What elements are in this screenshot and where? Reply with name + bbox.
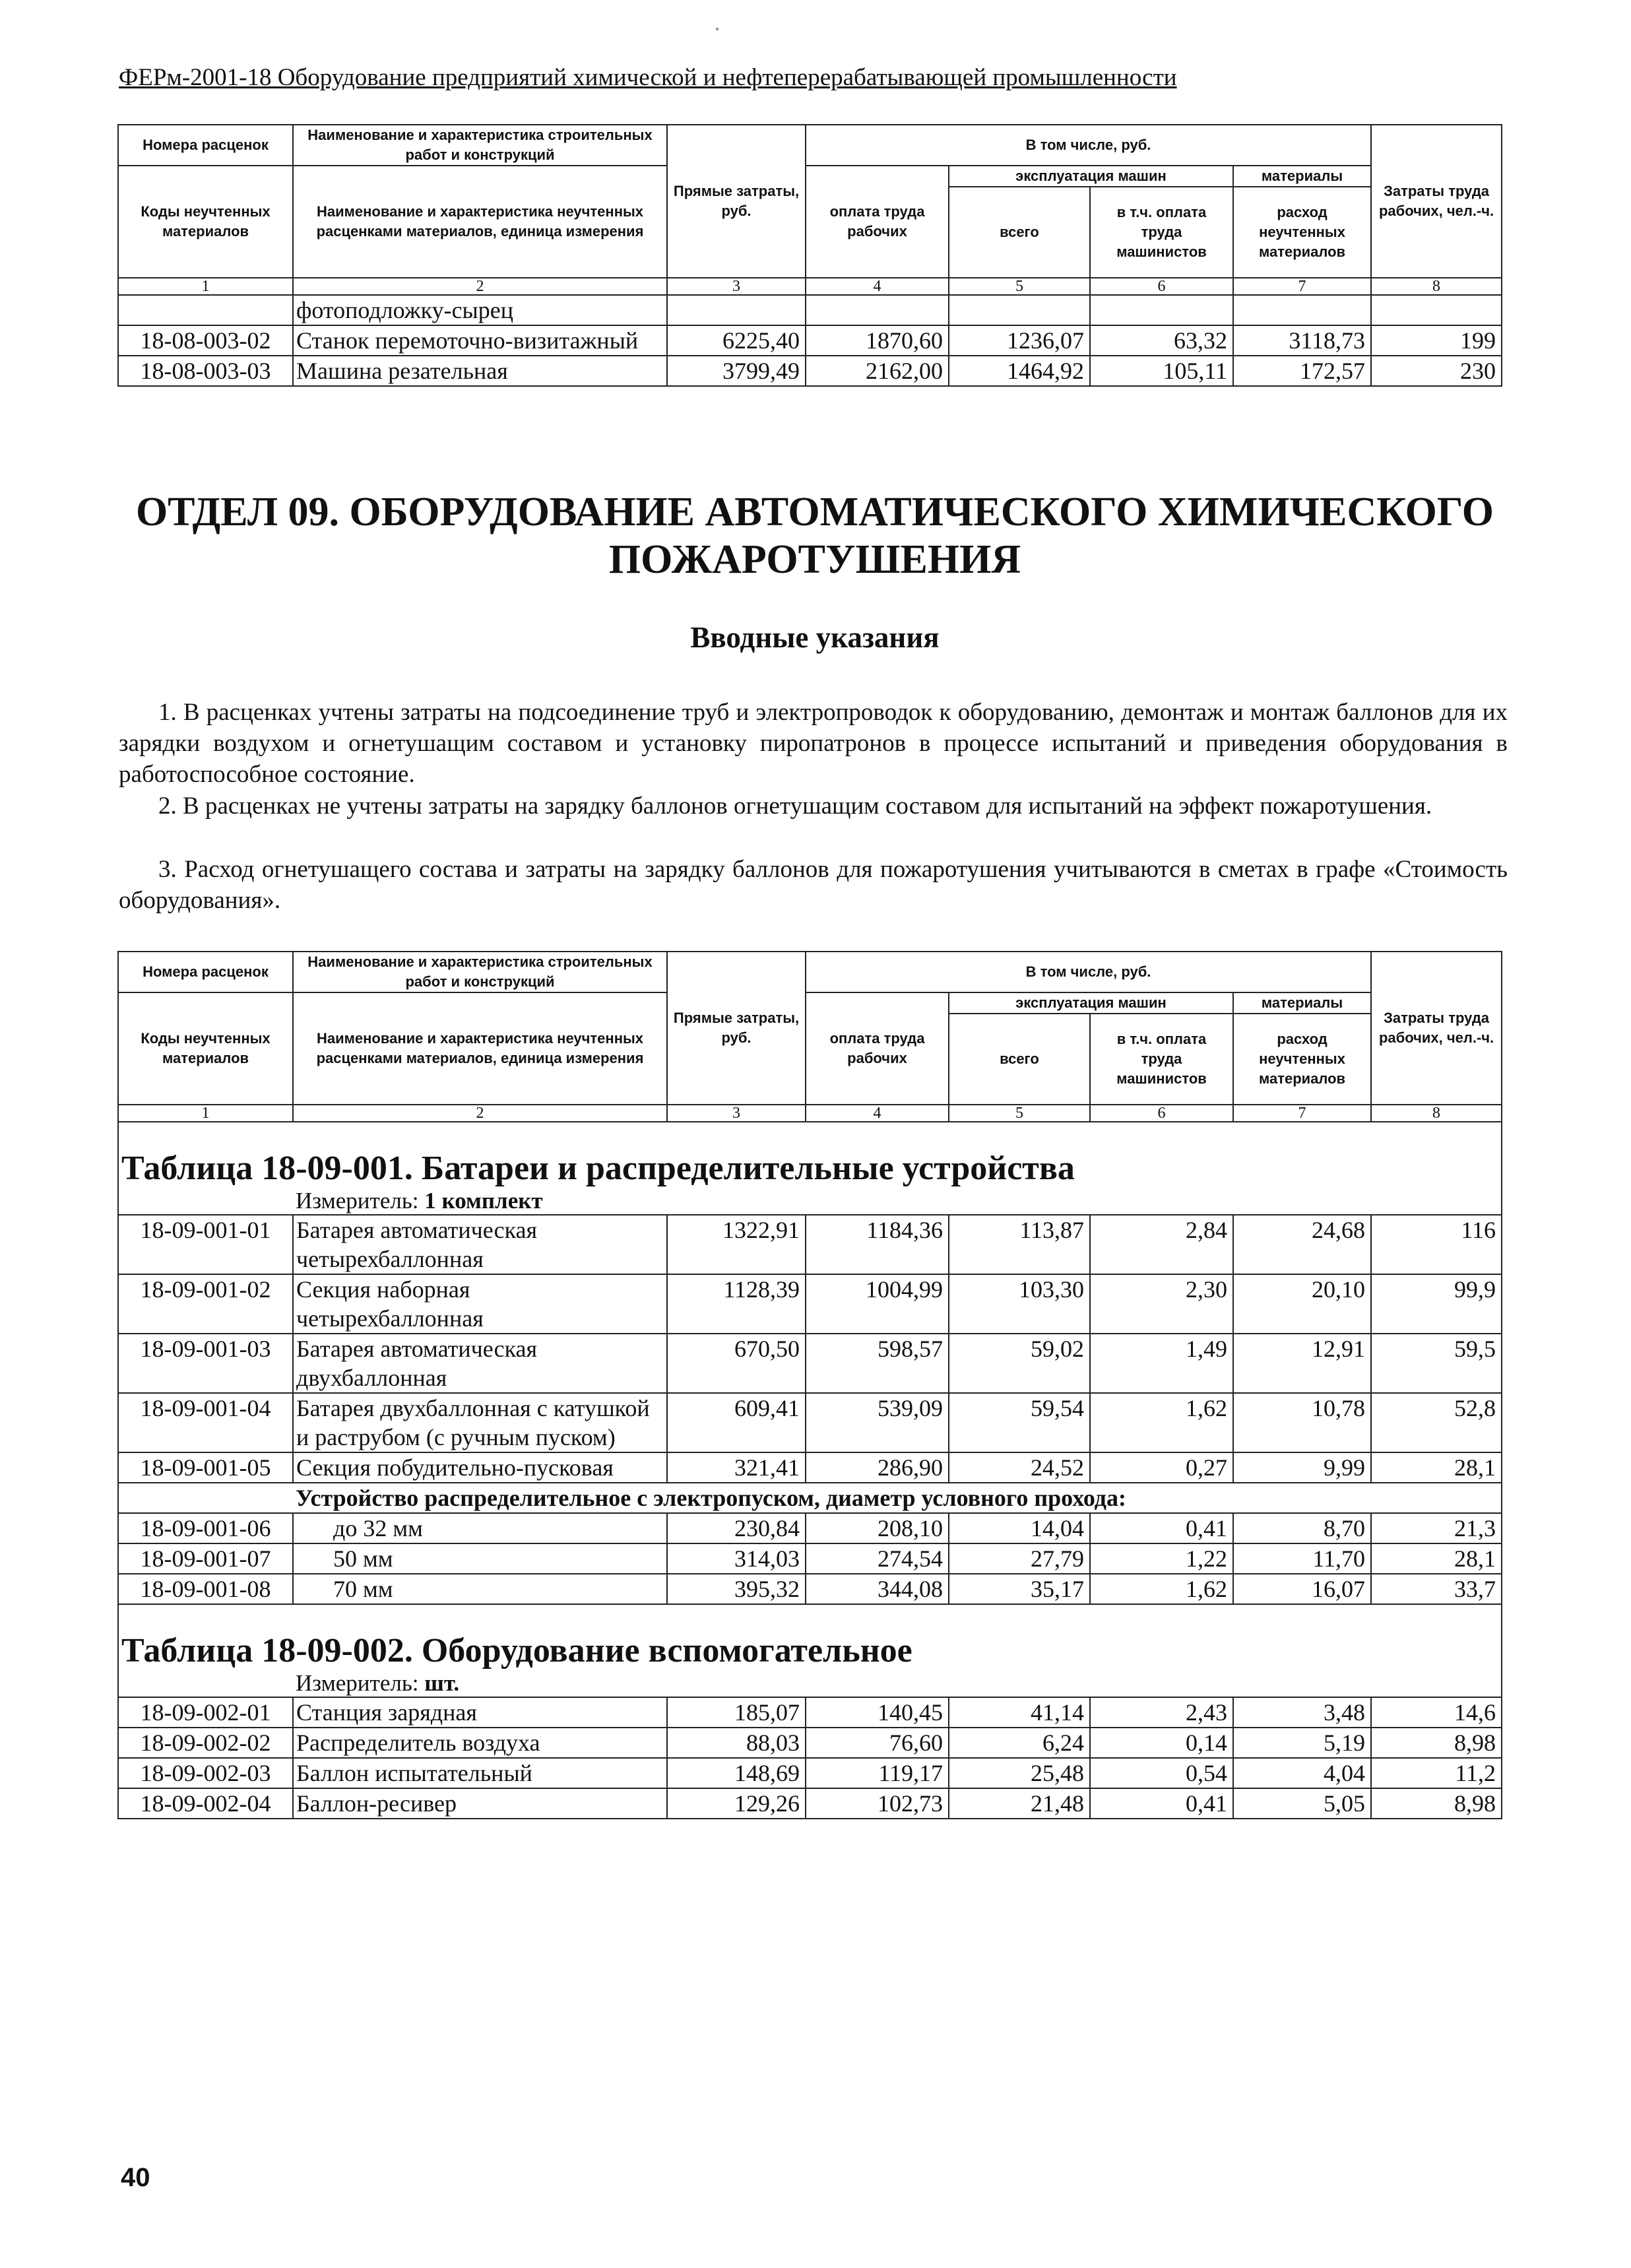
rate-code: 18-09-002-04	[118, 1788, 293, 1819]
rate-value: 52,8	[1371, 1393, 1502, 1452]
rate-value: 3118,73	[1233, 325, 1371, 356]
rate-value: 172,57	[1233, 356, 1371, 386]
col-material-codes: Коды неучтенных материалов	[118, 992, 293, 1105]
column-number: 2	[293, 1105, 667, 1122]
table-row	[118, 1697, 1502, 1728]
rate-value: 1236,07	[949, 325, 1090, 356]
rate-value: 2,43	[1090, 1697, 1233, 1728]
rate-code: 18-08-003-02	[118, 325, 293, 356]
col-direct-costs: Прямые затраты, руб.	[667, 125, 806, 278]
col-labor-costs: Затраты труда рабочих, чел.-ч.	[1371, 125, 1502, 278]
rate-value: 116	[1371, 1215, 1502, 1274]
rate-value: 6,24	[949, 1728, 1090, 1758]
rate-value: 0,41	[1090, 1788, 1233, 1819]
rate-value: 2,30	[1090, 1274, 1233, 1334]
column-number: 4	[806, 1105, 949, 1122]
rate-value: 2,84	[1090, 1215, 1233, 1274]
table1-unit: Измеритель: 1 комплект	[118, 1188, 1502, 1215]
top-table-body	[118, 295, 1502, 325]
top-rates-table	[117, 124, 1502, 387]
col-machines-total: всего	[949, 1014, 1090, 1105]
col-machinist-pay: в т.ч. оплата труда машинистов	[1090, 1014, 1233, 1105]
table1-title: Таблица 18-09-001. Батареи и распределительные устройства	[118, 1122, 1502, 1188]
rate-value: 0,14	[1090, 1728, 1233, 1758]
column-number: 5	[949, 278, 1090, 295]
rate-value: 20,10	[1233, 1274, 1371, 1334]
rate-value: 12,91	[1233, 1334, 1371, 1393]
table1-subhead: Устройство распределительное с электропуском, диаметр условного прохода:	[118, 1483, 1502, 1513]
rate-value: 286,90	[806, 1452, 949, 1483]
table-row	[118, 1758, 1502, 1788]
column-number: 1	[118, 1105, 293, 1122]
col-machine-operation: эксплуатация машин	[949, 992, 1233, 1014]
rate-code: 18-09-001-01	[118, 1215, 293, 1274]
page-number: 40	[121, 2163, 150, 2192]
table2-heading	[118, 1604, 1502, 1697]
rate-value: 3799,49	[667, 356, 806, 386]
rate-name: Секция наборная четырехбаллонная	[293, 1274, 667, 1334]
rate-value: 395,32	[667, 1574, 806, 1604]
rate-value: 140,45	[806, 1697, 949, 1728]
table-row	[118, 1543, 1502, 1574]
rate-name: Машина резательная	[293, 356, 667, 386]
rate-value: 0,27	[1090, 1452, 1233, 1483]
rate-name: Баллон испытательный	[293, 1758, 667, 1788]
rate-value: 0,54	[1090, 1758, 1233, 1788]
rate-code: 18-09-002-03	[118, 1758, 293, 1788]
column-number: 8	[1371, 278, 1502, 295]
rate-value: 8,98	[1371, 1728, 1502, 1758]
table-row	[118, 1513, 1502, 1543]
col-machines-total: всего	[949, 187, 1090, 278]
col-materials: материалы	[1233, 166, 1371, 187]
rate-value: 208,10	[806, 1513, 949, 1543]
rate-value: 148,69	[667, 1758, 806, 1788]
rate-value: 1464,92	[949, 356, 1090, 386]
table-row	[118, 1215, 1502, 1274]
column-number: 6	[1090, 1105, 1233, 1122]
col-direct-costs: Прямые затраты, руб.	[667, 952, 806, 1105]
table-row	[118, 356, 1502, 386]
col-including: В том числе, руб.	[806, 125, 1371, 166]
rate-value: 10,78	[1233, 1393, 1371, 1452]
table-row	[118, 1728, 1502, 1758]
table-header	[118, 125, 1502, 295]
rate-value: 1184,36	[806, 1215, 949, 1274]
rate-value: 24,68	[1233, 1215, 1371, 1274]
column-number: 3	[667, 278, 806, 295]
rate-value: 25,48	[949, 1758, 1090, 1788]
rate-value: 129,26	[667, 1788, 806, 1819]
rate-name: 50 мм	[293, 1543, 667, 1574]
rate-name: Станок перемоточно-визитажный	[293, 325, 667, 356]
rate-value: 59,5	[1371, 1334, 1502, 1393]
rate-value: 28,1	[1371, 1543, 1502, 1574]
table2-rows	[118, 1697, 1502, 1819]
col-materials-consumption: расход неучтенных материалов	[1233, 1014, 1371, 1105]
rate-value: 314,03	[667, 1543, 806, 1574]
rate-value: 1,62	[1090, 1574, 1233, 1604]
rate-value: 21,48	[949, 1788, 1090, 1819]
column-number: 8	[1371, 1105, 1502, 1122]
rate-name: 70 мм	[293, 1574, 667, 1604]
table1-subheading	[118, 1483, 1502, 1513]
rate-value: 105,11	[1090, 356, 1233, 386]
rate-code: 18-08-003-03	[118, 356, 293, 386]
rate-value: 119,17	[806, 1758, 949, 1788]
rate-value: 76,60	[806, 1728, 949, 1758]
column-number: 7	[1233, 1105, 1371, 1122]
rate-value: 41,14	[949, 1697, 1090, 1728]
intro-title: Вводные указания	[690, 621, 940, 654]
rate-code: 18-09-001-07	[118, 1543, 293, 1574]
rate-value: 28,1	[1371, 1452, 1502, 1483]
table1-sub-rows	[118, 1513, 1502, 1604]
rate-value: 1,49	[1090, 1334, 1233, 1393]
table-row	[118, 1452, 1502, 1483]
column-number: 6	[1090, 278, 1233, 295]
rate-value: 103,30	[949, 1274, 1090, 1334]
col-labor-costs: Затраты труда рабочих, чел.-ч.	[1371, 952, 1502, 1105]
table-row	[118, 1574, 1502, 1604]
col-materials-consumption: расход неучтенных материалов	[1233, 187, 1371, 278]
col-rate-numbers: Номера расценок	[118, 125, 293, 166]
rate-name: Батарея автоматическая двухбаллонная	[293, 1334, 667, 1393]
rate-value: 11,70	[1233, 1543, 1371, 1574]
col-worker-pay: оплата труда рабочих	[806, 166, 949, 278]
scan-speck	[716, 28, 719, 30]
rate-value: 609,41	[667, 1393, 806, 1452]
rate-name: Распределитель воздуха	[293, 1728, 667, 1758]
rate-value: 185,07	[667, 1697, 806, 1728]
rate-value: 2162,00	[806, 356, 949, 386]
rate-name: Станция зарядная	[293, 1697, 667, 1728]
rate-value: 6225,40	[667, 325, 806, 356]
rate-code: 18-09-001-08	[118, 1574, 293, 1604]
table-row	[118, 1274, 1502, 1334]
column-number: 1	[118, 278, 293, 295]
rate-code: 18-09-001-06	[118, 1513, 293, 1543]
rate-value: 1870,60	[806, 325, 949, 356]
section-title-line-1: ОТДЕЛ 09. ОБОРУДОВАНИЕ АВТОМАТИЧЕСКОГО ХИМИЧЕСКОГО	[135, 490, 1494, 535]
rate-name: Батарея двухбаллонная с катушкой и раструбом (с ручным пуском)	[293, 1393, 667, 1452]
column-number: 5	[949, 1105, 1090, 1122]
rate-value: 4,04	[1233, 1758, 1371, 1788]
rate-value: 1322,91	[667, 1215, 806, 1274]
rate-value: 1004,99	[806, 1274, 949, 1334]
rate-value: 88,03	[667, 1728, 806, 1758]
rate-code: 18-09-001-05	[118, 1452, 293, 1483]
rate-value: 21,3	[1371, 1513, 1502, 1543]
rate-name: до 32 мм	[293, 1513, 667, 1543]
col-machinist-pay: в т.ч. оплата труда машинистов	[1090, 187, 1233, 278]
running-head: ФЕРм-2001-18 Оборудование предприятий химической и нефтеперерабатывающей промышленности	[119, 64, 1177, 91]
rate-value: 344,08	[806, 1574, 949, 1604]
rate-value: 5,19	[1233, 1728, 1371, 1758]
rate-value: 5,05	[1233, 1788, 1371, 1819]
rate-value: 598,57	[806, 1334, 949, 1393]
rate-code: 18-09-002-02	[118, 1728, 293, 1758]
col-rate-numbers: Номера расценок	[118, 952, 293, 992]
rate-code: 18-09-002-01	[118, 1697, 293, 1728]
rate-value: 230	[1371, 356, 1502, 386]
rate-code: 18-09-001-04	[118, 1393, 293, 1452]
rate-value: 11,2	[1371, 1758, 1502, 1788]
rate-value: 16,07	[1233, 1574, 1371, 1604]
col-including: В том числе, руб.	[806, 952, 1371, 992]
rate-value: 1128,39	[667, 1274, 806, 1334]
rate-name: Секция побудительно-пусковая	[293, 1452, 667, 1483]
rate-value: 321,41	[667, 1452, 806, 1483]
table1-heading	[118, 1122, 1502, 1215]
rate-value: 199	[1371, 325, 1502, 356]
rate-value: 113,87	[949, 1215, 1090, 1274]
col-worker-pay: оплата труда рабочих	[806, 992, 949, 1105]
column-number: 7	[1233, 278, 1371, 295]
intro-paragraph-2: 2. В расценках не учтены затраты на зарядку баллонов огнетушащим составом для испытаний на эффект пожаротушения.	[158, 793, 1432, 820]
col-material-name: Наименование и характеристика неучтенных расценками материалов, единица измерения	[293, 166, 667, 278]
rate-value: 63,32	[1090, 325, 1233, 356]
rate-value: 0,41	[1090, 1513, 1233, 1543]
rate-value: 24,52	[949, 1452, 1090, 1483]
table2-unit: Измеритель: шт.	[118, 1670, 1502, 1697]
rate-value: 1,62	[1090, 1393, 1233, 1452]
rate-code: 18-09-001-02	[118, 1274, 293, 1334]
rate-value: 59,02	[949, 1334, 1090, 1393]
col-materials: материалы	[1233, 992, 1371, 1014]
rate-value: 27,79	[949, 1543, 1090, 1574]
rate-name: Батарея автоматическая четырехбаллонная	[293, 1215, 667, 1274]
top-table-rows	[118, 325, 1502, 386]
table2-title: Таблица 18-09-002. Оборудование вспомогательное	[118, 1604, 1502, 1670]
rate-value: 670,50	[667, 1334, 806, 1393]
rate-value: 59,54	[949, 1393, 1090, 1452]
table-header	[118, 952, 1502, 1122]
rate-value: 274,54	[806, 1543, 949, 1574]
rate-value: 539,09	[806, 1393, 949, 1452]
rate-value: 14,6	[1371, 1697, 1502, 1728]
col-material-name: Наименование и характеристика неучтенных расценками материалов, единица измерения	[293, 992, 667, 1105]
rate-value: 3,48	[1233, 1697, 1371, 1728]
rate-value: 230,84	[667, 1513, 806, 1543]
main-rates-table	[117, 951, 1502, 1819]
table-row	[118, 1788, 1502, 1819]
col-machine-operation: эксплуатация машин	[949, 166, 1233, 187]
intro-paragraph-1: 1. В расценках учтены затраты на подсоединение труб и электропроводок к оборудованию, демонтаж и монтаж баллонов для их зарядки воздухом и огнетушащим составом и установку пиропатронов в процессе испытаний и приведения оборудования в работоспособное состояние.	[119, 699, 1508, 788]
rate-name: Баллон-ресивер	[293, 1788, 667, 1819]
table-row	[118, 1334, 1502, 1393]
rate-value: 33,7	[1371, 1574, 1502, 1604]
rate-value: 35,17	[949, 1574, 1090, 1604]
col-work-name: Наименование и характеристика строительных работ и конструкций	[293, 125, 667, 166]
rate-value: 102,73	[806, 1788, 949, 1819]
section-title-line-2: ПОЖАРОТУШЕНИЯ	[608, 537, 1021, 582]
column-number: 2	[293, 278, 667, 295]
section-title	[119, 488, 1511, 583]
rate-value: 99,9	[1371, 1274, 1502, 1334]
table-row	[118, 325, 1502, 356]
rate-value: 1,22	[1090, 1543, 1233, 1574]
column-number: 3	[667, 1105, 806, 1122]
column-number: 4	[806, 278, 949, 295]
col-work-name: Наименование и характеристика строительных работ и конструкций	[293, 952, 667, 992]
rate-value: 14,04	[949, 1513, 1090, 1543]
col-material-codes: Коды неучтенных материалов	[118, 166, 293, 278]
table1-rows	[118, 1215, 1502, 1483]
rate-value: 8,70	[1233, 1513, 1371, 1543]
intro-paragraph-3: 3. Расход огнетушащего состава и затраты на зарядку баллонов для пожаротушения учитываются в сметах в графе «Стоимость оборудования».	[119, 856, 1508, 914]
table-row	[118, 1393, 1502, 1452]
rate-value: 8,98	[1371, 1788, 1502, 1819]
rate-code: 18-09-001-03	[118, 1334, 293, 1393]
continuation-text: фотоподложку-сырец	[293, 295, 667, 325]
rate-value: 9,99	[1233, 1452, 1371, 1483]
